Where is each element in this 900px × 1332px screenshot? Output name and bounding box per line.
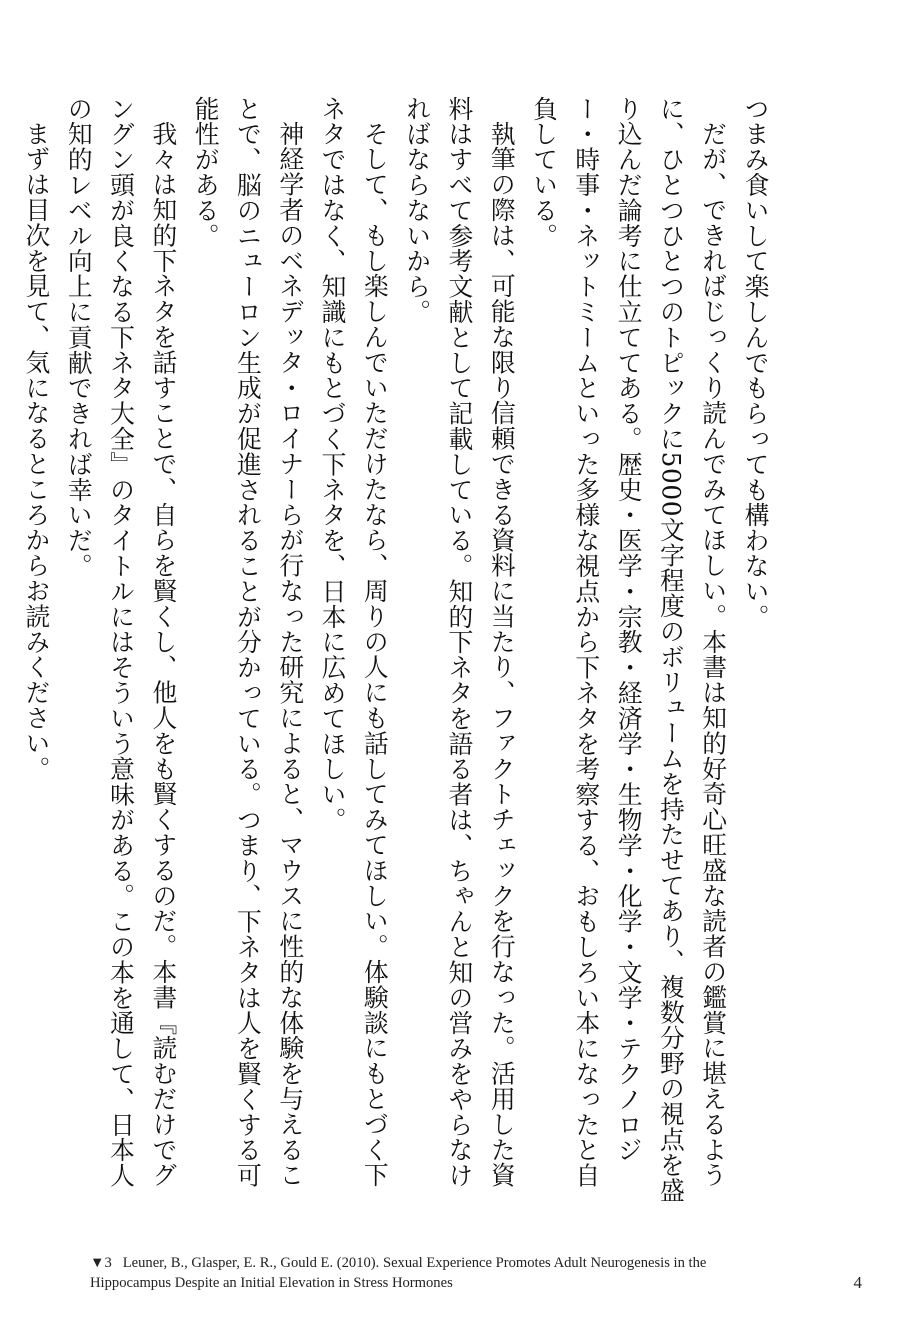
page-number: 4 — [853, 1273, 862, 1292]
paragraph-2: だが、できればじっくり読んでみてほしい。本書は知的好奇心旺盛な読者の鑑賞に堪えるように、ひとつひとつのトピックに5000文字程度のボリュームを持たせてあり、複数分野の視点を盛り込んだ論考に仕立ててある。歴史・医学・宗教・経済学・生物学・化学・文学・テクノロジー・時事・ネットミームといった多様な視点から下ネタを考察する、おもしろい本になったと自負している。 — [529, 96, 728, 1203]
paragraph-7: まずは目次を見て、気になるところからお読みください。 — [21, 120, 51, 782]
footnote-marker: ▼3 — [90, 1255, 112, 1271]
paragraph-5: 神経学者のベネデッタ・ロイナーらが行なった研究によると、マウスに性的な体験を与えることで、脳のニューロン生成が促進されることが分かっている。つまり、下ネタは人を賢くする可能性がある。 — [191, 96, 305, 1189]
paragraph-4: そして、もし楽しんでいただけたなら、周りの人にも話してみてほしい。体験談にもとづく下ネタではなく、知識にもとづく下ネタを、日本に広めてほしい。 — [318, 96, 390, 1188]
paragraph-6: 我々は知的下ネタを話すことで、自らを賢くし、他人をも賢くするのだ。本書『読むだけでグングン頭が良くなる下ネタ大全』のタイトルにはそういう意味がある。この本を通して、日本人の知的レベル向上に貢献できれば幸いだ。 — [64, 96, 178, 1189]
footnote — [90, 1253, 790, 1293]
body-text — [21, 96, 776, 1206]
paragraph-3: 執筆の際は、可能な限り信頼できる資料に当たり、ファクトチェックを行なった。活用した資料はすべて参考文献として記載している。知的下ネタを語る者は、ちゃんと知の営みをやらなければならないから。 — [402, 96, 517, 1189]
paragraph-1: つまみ食いして楽しんでもらっても構わない。 — [741, 96, 770, 630]
footnote-text: Leuner, B., Glasper, E. R., Gould E. (2010). Sexual Experience Promotes Adult Neurogenesis in the Hippocampus Despite an Initial Elevation in Stress Hormones — [90, 1255, 707, 1291]
